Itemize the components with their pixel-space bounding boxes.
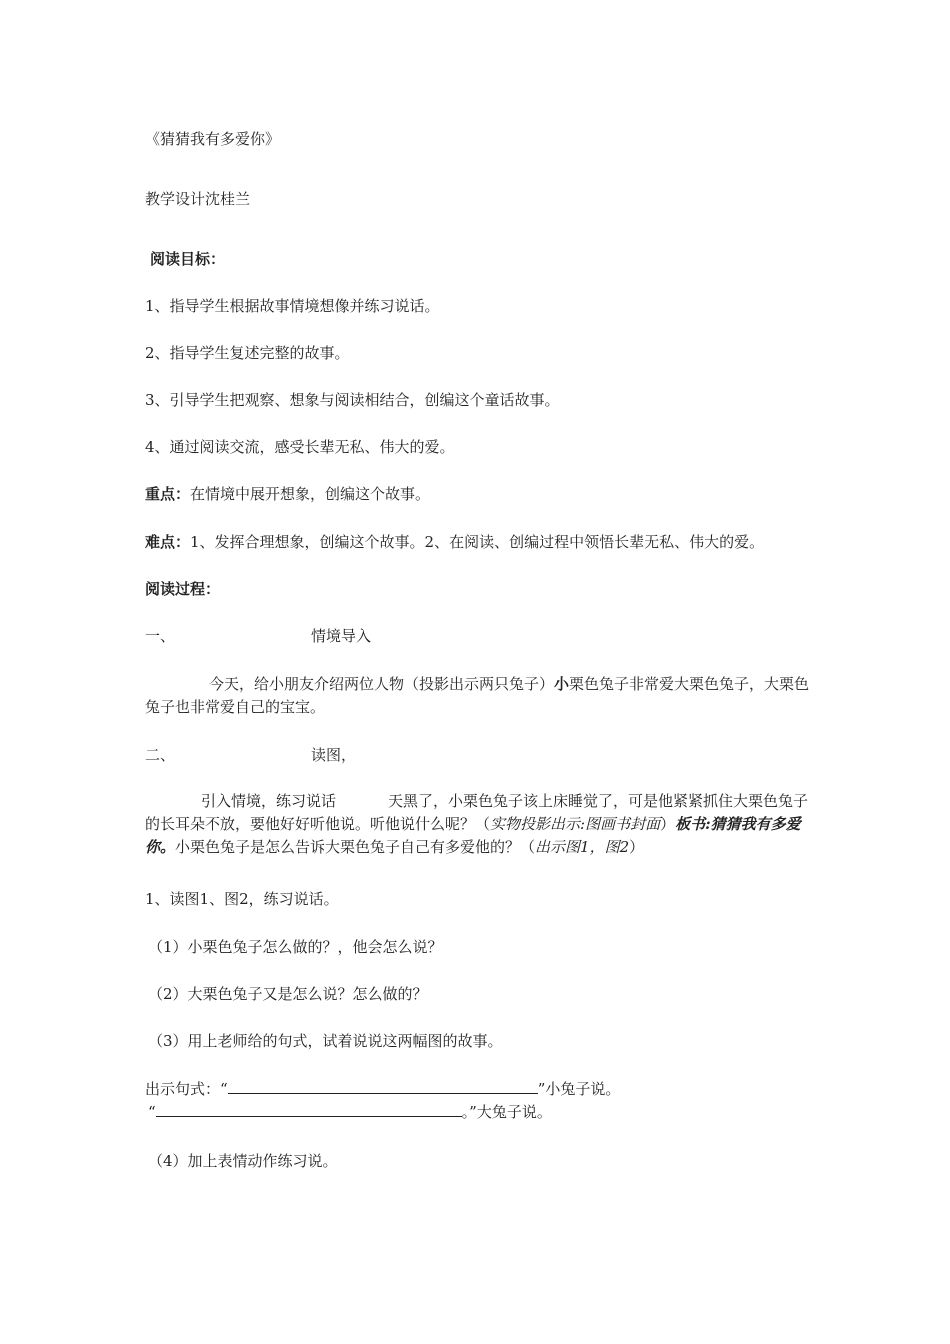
sub-item: （2）大栗色兔子又是怎么说？怎么做的？	[148, 985, 428, 1003]
difficulty-point	[145, 531, 764, 553]
pattern-quote: “	[148, 1103, 156, 1121]
sub-item: （1）小栗色兔子怎么做的？，他会怎么说？	[148, 938, 443, 956]
sentence-pattern	[145, 1078, 620, 1100]
reading-text: ）	[629, 838, 645, 856]
reading-text: ）	[660, 815, 676, 833]
difficulty-text: 1、发挥合理想象，创编这个故事。2、在阅读、创编过程中领悟长辈无私、伟大的爱。	[190, 533, 765, 551]
reading-lead: 引入情境，练习说话	[201, 792, 337, 810]
goals-heading: 阅读目标：	[150, 250, 226, 268]
section-heading	[145, 625, 371, 647]
fill-blank	[228, 1078, 538, 1094]
difficulty-label: 难点：	[145, 533, 191, 551]
goal-item: 1、指导学生根据故事情境想像并练习说话。	[145, 297, 440, 315]
intro-text-a: 今天，给小朋友介绍两位人物（投影出示两只兔子）	[209, 675, 555, 693]
key-point	[145, 483, 430, 505]
reading-text: 小栗色兔子是怎么告诉大栗色兔子自己有多爱他的？（	[175, 838, 536, 856]
sub-item: （4）加上表情动作练习说。	[148, 1152, 338, 1170]
section-title: 读图，	[311, 746, 357, 764]
goal-item: 3、引导学生把观察、想象与阅读相结合，创编这个童话故事。	[145, 391, 560, 409]
goal-item: 4、通过阅读交流，感受长辈无私、伟大的爱。	[145, 438, 455, 456]
reading-text: 天黑了，小栗色兔子该上床睡觉了，可是他紧紧抓住大栗色兔子的长耳朵不放，要他好好听他说。听他说什么呢？（	[145, 792, 809, 833]
sub-item: （3）用上老师给的句式，试着说说这两幅图的故事。	[148, 1032, 503, 1050]
step-item: 1、读图1、图2，练习说话。	[145, 890, 339, 908]
fill-blank	[156, 1101, 462, 1117]
sentence-pattern	[148, 1101, 552, 1123]
section-number: 二、	[145, 746, 176, 764]
blackboard-note: 板书:猜猜我有多爱你。	[145, 815, 801, 856]
pattern-close: 。”大兔子说。	[461, 1103, 552, 1121]
goal-item: 2、指导学生复述完整的故事。	[145, 344, 350, 362]
reading-italic: 出示图1，图2	[535, 838, 630, 856]
intro-text-b: 栗色兔子非常爱大栗色兔子，大栗色兔子也非常爱自己的宝宝。	[145, 675, 810, 716]
reading-italic: 实物投影出示:图画书封面	[490, 815, 661, 833]
pattern-label: 出示句式：	[145, 1080, 221, 1098]
process-heading: 阅读过程：	[145, 580, 221, 598]
section-heading	[145, 744, 356, 766]
author-line: 教学设计沈桂兰	[145, 190, 251, 208]
reading-paragraph	[145, 790, 810, 859]
key-text: 在情境中展开想象，创编这个故事。	[190, 485, 431, 503]
pattern-quote: “	[220, 1080, 228, 1098]
section-number: 一、	[145, 627, 176, 645]
key-label: 重点：	[145, 485, 191, 503]
section-title: 情境导入	[311, 627, 372, 645]
doc-title: 《猜猜我有多爱你》	[145, 130, 281, 148]
intro-text-bold: 小	[554, 675, 570, 693]
intro-paragraph	[145, 673, 810, 719]
pattern-close: ”小兔子说。	[537, 1080, 621, 1098]
